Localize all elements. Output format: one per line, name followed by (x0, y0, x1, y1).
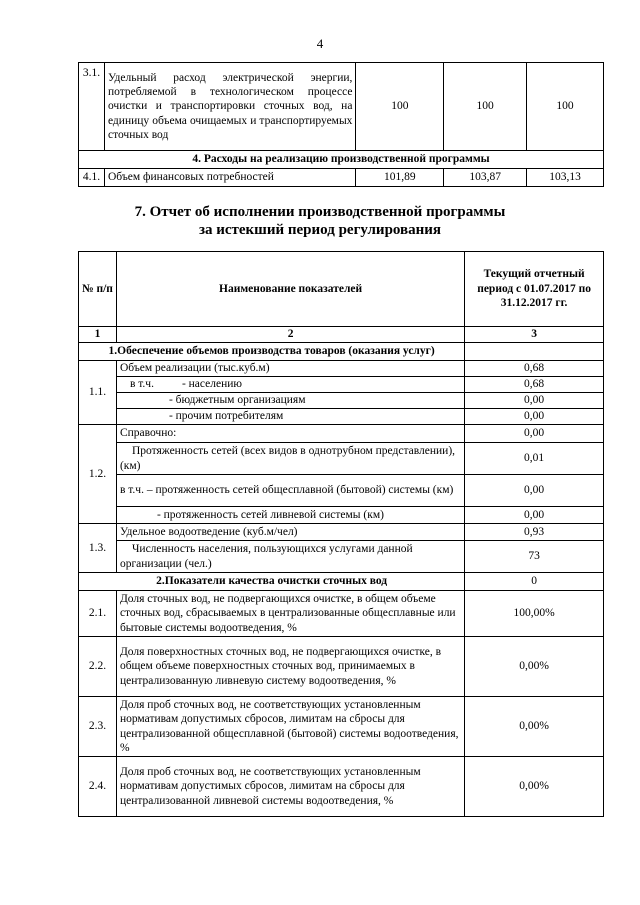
value-cell: 0,00 (465, 475, 604, 507)
row-number: 2.4. (79, 757, 117, 817)
empty-cell (465, 343, 604, 361)
header-row (79, 252, 604, 327)
row-label: Удельный расход электрической энергии, потребляемой в технологическом процессе очистки и транспортировки сточных вод, на единицу объема очищаемых и транспортируемых сточных вод (104, 63, 355, 151)
col-number: 3 (465, 327, 604, 343)
value-cell: 0,00% (465, 637, 604, 697)
row-label-text: - населению (181, 378, 243, 391)
col-number: 1 (79, 327, 117, 343)
row-label: Удельное водоотведение (куб.м/чел) (116, 524, 464, 541)
row-label: Доля сточных вод, не подвергающихся очистке, в общем объеме сточных вод, сбрасываемых в централизованные общесплавные или бытовые системы водоотведения, % (116, 591, 464, 637)
header-period: Текущий отчетный период с 01.07.2017 по 31.12.2017 гг. (465, 252, 604, 327)
row-label: Объем финансовых потребностей (104, 169, 355, 187)
table-row (79, 425, 604, 443)
table-row (79, 697, 604, 757)
section-heading (0, 203, 640, 239)
row-label: Объем реализации (тыс.куб.м) (116, 361, 464, 377)
header-name: Наименование показателей (116, 252, 464, 327)
header-num: № п/п (79, 252, 117, 327)
table-row (79, 507, 604, 524)
report-table (78, 251, 604, 817)
value-cell: 0,00 (465, 507, 604, 524)
section-title: 2.Показатели качества очистки сточных вод (79, 573, 465, 591)
row-label: Справочно: (116, 425, 464, 443)
page-number: 4 (316, 36, 324, 51)
row-label: Доля проб сточных вод, не соответствующих установленным нормативам допустимых сбросов, лимитам на сбросы для централизованной общесплавной (бытовой) системы водоотведения, % (116, 697, 464, 757)
value-cell: 0 (465, 573, 604, 591)
column-number-row (79, 327, 604, 343)
row-label: - бюджетным организациям (116, 393, 464, 409)
row-prefix: в т.ч. (129, 378, 154, 391)
section-row (79, 151, 604, 169)
value-cell: 103,13 (527, 169, 604, 187)
value-cell: 0,00 (465, 425, 604, 443)
table-row (79, 377, 604, 393)
table-row (79, 361, 604, 377)
table-row (79, 393, 604, 409)
row-label: в т.ч. – протяженность сетей общесплавной (бытовой) системы (км) (116, 475, 464, 507)
value-cell: 73 (465, 541, 604, 573)
table-row (79, 591, 604, 637)
value-cell: 0,68 (465, 361, 604, 377)
col-number: 2 (116, 327, 464, 343)
heading-line-1: 7. Отчет об исполнении производственной программы (134, 204, 506, 220)
heading-line-2: за истекший период регулирования (198, 222, 442, 238)
row-label: Доля проб сточных вод, не соответствующих установленным нормативам допустимых сбросов, лимитам на сбросы для централизованной ливневой системы водоотведения, % (116, 757, 464, 817)
row-label: Доля поверхностных сточных вод, не подвергающихся очистке, в общем объеме поверхностных сточных вод, принимаемых в централизованную ливневую систему водоотведения, % (116, 637, 464, 697)
row-label: Численность населения, пользующихся услугами данной организации (чел.) (116, 541, 464, 573)
row-label: - протяженность сетей ливневой системы (км) (116, 507, 464, 524)
table-row (79, 541, 604, 573)
value-cell: 100 (444, 63, 527, 151)
value-cell: 100 (527, 63, 604, 151)
table-row (79, 443, 604, 475)
row-number: 2.2. (79, 637, 117, 697)
value-cell: 0,01 (465, 443, 604, 475)
row-label: Протяженность сетей (всех видов в однотрубном представлении), (км) (116, 443, 464, 475)
section-row (79, 573, 604, 591)
value-cell: 100,00% (465, 591, 604, 637)
value-cell: 0,00% (465, 697, 604, 757)
value-cell: 103,87 (444, 169, 527, 187)
value-cell: 0,00% (465, 757, 604, 817)
value-cell: 0,00 (465, 393, 604, 409)
table-row (79, 524, 604, 541)
table-row (79, 637, 604, 697)
row-number: 2.3. (79, 697, 117, 757)
row-number: 1.1. (79, 361, 117, 425)
row-number: 1.2. (79, 425, 117, 524)
table-row (79, 475, 604, 507)
value-cell: 0,68 (465, 377, 604, 393)
value-cell: 0,00 (465, 409, 604, 425)
row-label (116, 377, 464, 393)
table-row-4-1 (79, 169, 604, 187)
table-row (79, 409, 604, 425)
row-number: 3.1. (79, 63, 105, 151)
section-title: 4. Расходы на реализацию производственной программы (79, 151, 604, 169)
row-number: 4.1. (79, 169, 105, 187)
value-cell: 101,89 (356, 169, 444, 187)
table-row (79, 757, 604, 817)
section-row (79, 343, 604, 361)
top-table (78, 62, 604, 187)
row-number: 1.3. (79, 524, 117, 573)
row-label: - прочим потребителям (116, 409, 464, 425)
section-title: 1.Обеспечение объемов производства товаров (оказания услуг) (79, 343, 465, 361)
row-number: 2.1. (79, 591, 117, 637)
value-cell: 100 (356, 63, 444, 151)
value-cell: 0,93 (465, 524, 604, 541)
table-row-3-1 (79, 63, 604, 151)
